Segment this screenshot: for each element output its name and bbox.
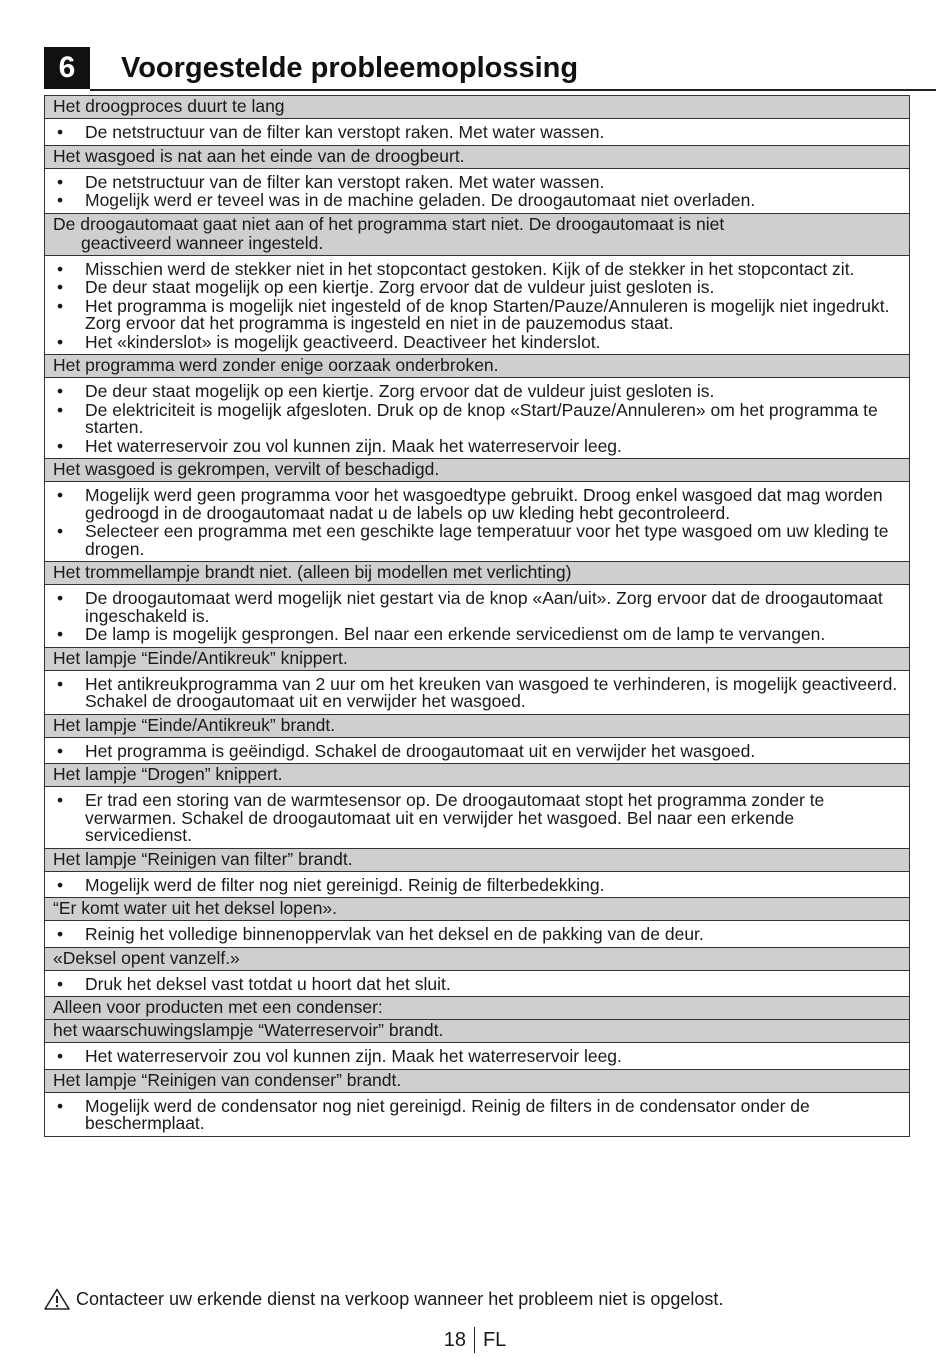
problem-heading	[45, 459, 909, 482]
solution-list	[45, 971, 909, 998]
solution-item: • Het programma is mogelijk niet ingesteld of de knop Starten/Pauze/Annuleren is mogelijk niet ingedrukt. Zorg ervoor dat het programma is ingesteld en niet in de pauzemodus staat.	[53, 298, 901, 333]
solution-item: • De deur staat mogelijk op een kiertje. Zorg ervoor dat de vuldeur juist gesloten is.	[53, 383, 901, 401]
problem-heading-line: “Er komt water uit het deksel lopen».	[53, 898, 338, 918]
solution-list	[45, 872, 909, 899]
problem-heading-line: Het wasgoed is nat aan het einde van de droogbeurt.	[53, 145, 465, 166]
solution-list	[45, 169, 909, 214]
solution-item: • Het antikreukprogramma van 2 uur om het kreuken van wasgoed te verhinderen, is mogelijk geactiveerd. Schakel de droogautomaat uit en verwijder het wasgoed.	[53, 676, 901, 711]
problem-heading-line: het waarschuwingslampje “Waterreservoir” brandt.	[53, 1020, 444, 1040]
language-code: FL	[482, 1329, 507, 1351]
solution-item: • Mogelijk werd er teveel was in de machine geladen. De droogautomaat niet overladen.	[53, 192, 901, 210]
warning-note-text: Contacteer uw erkende dienst na verkoop wanneer het probleem niet is opgelost.	[76, 1289, 724, 1309]
problem-heading	[45, 96, 909, 119]
solution-list	[45, 256, 909, 356]
section-number: 6	[44, 47, 90, 89]
problem-heading	[45, 214, 909, 256]
problem-heading-line: De droogautomaat gaat niet aan of het programma start niet. De droogautomaat is niet	[53, 213, 725, 234]
problem-heading-line: Alleen voor producten met een condenser:	[53, 997, 383, 1017]
solution-item: • Selecteer een programma met een geschikte lage temperatuur voor het type wasgoed om uw kleding te drogen.	[53, 523, 901, 558]
solution-item: • De elektriciteit is mogelijk afgesloten. Druk op de knop «Start/Pauze/Annuleren» om het programma te starten.	[53, 402, 901, 437]
problem-heading	[45, 1070, 909, 1093]
problem-heading	[45, 355, 909, 378]
solution-list	[45, 1043, 909, 1070]
solution-item: • Het waterreservoir zou vol kunnen zijn. Maak het waterreservoir leeg.	[53, 438, 901, 456]
problem-heading-line: Het lampje “Reinigen van filter” brandt.	[53, 848, 353, 869]
page-footer	[0, 1327, 950, 1353]
problem-heading	[45, 1020, 909, 1043]
problem-heading-line: Het lampje “Einde/Antikreuk” brandt.	[53, 714, 336, 735]
solution-list	[45, 1093, 909, 1137]
solution-item: • De droogautomaat werd mogelijk niet gestart via de knop «Aan/uit». Zorg ervoor dat de droogautomaat ingeschakeld is.	[53, 590, 901, 625]
solution-list	[45, 738, 909, 765]
problem-heading-line: Het programma werd zonder enige oorzaak onderbroken.	[53, 355, 499, 375]
problem-heading-line: Het trommellampje brandt niet. (alleen bij modellen met verlichting)	[53, 562, 572, 582]
solution-list	[45, 482, 909, 562]
troubleshooting-table	[44, 95, 910, 1137]
solution-item: • Misschien werd de stekker niet in het stopcontact gestoken. Kijk of de stekker in het stopcontact zit.	[53, 261, 901, 279]
section-header	[44, 45, 936, 91]
problem-heading-line: Het wasgoed is gekrompen, vervilt of beschadigd.	[53, 459, 440, 479]
warning-note	[44, 1288, 723, 1310]
warning-triangle-icon	[44, 1288, 70, 1310]
solution-list	[45, 119, 909, 146]
solution-item: • De lamp is mogelijk gesprongen. Bel naar een erkende servicedienst om de lamp te vervangen.	[53, 626, 901, 644]
problem-heading	[45, 948, 909, 971]
problem-heading	[45, 562, 909, 585]
solution-item: • Druk het deksel vast totdat u hoort dat het sluit.	[53, 976, 901, 994]
problem-heading-line: Het droogproces duurt te lang	[53, 96, 285, 116]
problem-heading	[45, 648, 909, 671]
solution-item: • De netstructuur van de filter kan verstopt raken. Met water wassen.	[53, 124, 901, 142]
solution-list	[45, 671, 909, 715]
problem-heading-line: geactiveerd wanneer ingesteld.	[81, 232, 324, 253]
problem-heading-line: Het lampje “Einde/Antikreuk” knippert.	[53, 647, 348, 668]
solution-item: • Mogelijk werd geen programma voor het wasgoedtype gebruikt. Droog enkel wasgoed dat mag worden gedroogd in de droogautomaat nadat u de labels op uw kleding hebt gecontroleerd.	[53, 487, 901, 522]
problem-heading-line: Het lampje “Reinigen van condenser” brandt.	[53, 1069, 402, 1090]
solution-list	[45, 921, 909, 948]
solution-item: • Het «kinderslot» is mogelijk geactiveerd. Deactiveer het kinderslot.	[53, 334, 901, 352]
header-rule	[90, 89, 936, 91]
problem-heading-line: «Deksel opent vanzelf.»	[53, 947, 240, 968]
solution-item: • De deur staat mogelijk op een kiertje. Zorg ervoor dat de vuldeur juist gesloten is.	[53, 279, 901, 297]
page-number: 18	[444, 1327, 475, 1353]
problem-heading	[45, 764, 909, 787]
problem-heading	[45, 715, 909, 738]
solution-item: • Er trad een storing van de warmtesensor op. De droogautomaat stopt het programma zonder te verwarmen. Schakel de droogautomaat uit en verwijder het wasgoed. Bel naar een erkende servicedienst.	[53, 792, 901, 845]
problem-heading	[45, 849, 909, 872]
problem-heading	[45, 898, 909, 921]
solution-list	[45, 787, 909, 849]
solution-item: • De netstructuur van de filter kan verstopt raken. Met water wassen.	[53, 174, 901, 192]
solution-item: • Mogelijk werd de condensator nog niet gereinigd. Reinig de filters in de condensator onder de beschermplaat.	[53, 1098, 901, 1133]
section-title: Voorgestelde probleemoplossing	[121, 52, 579, 84]
solution-item: • Reinig het volledige binnenoppervlak van het deksel en de pakking van de deur.	[53, 926, 901, 944]
solution-item: • Het waterreservoir zou vol kunnen zijn. Maak het waterreservoir leeg.	[53, 1048, 901, 1066]
solution-item: • Het programma is geëindigd. Schakel de droogautomaat uit en verwijder het wasgoed.	[53, 743, 901, 761]
problem-heading	[45, 997, 909, 1020]
problem-heading-line: Het lampje “Drogen” knippert.	[53, 764, 283, 784]
solution-list	[45, 378, 909, 459]
problem-heading	[45, 146, 909, 169]
solution-item: • Mogelijk werd de filter nog niet gereinigd. Reinig de filterbedekking.	[53, 877, 901, 895]
solution-list	[45, 585, 909, 648]
